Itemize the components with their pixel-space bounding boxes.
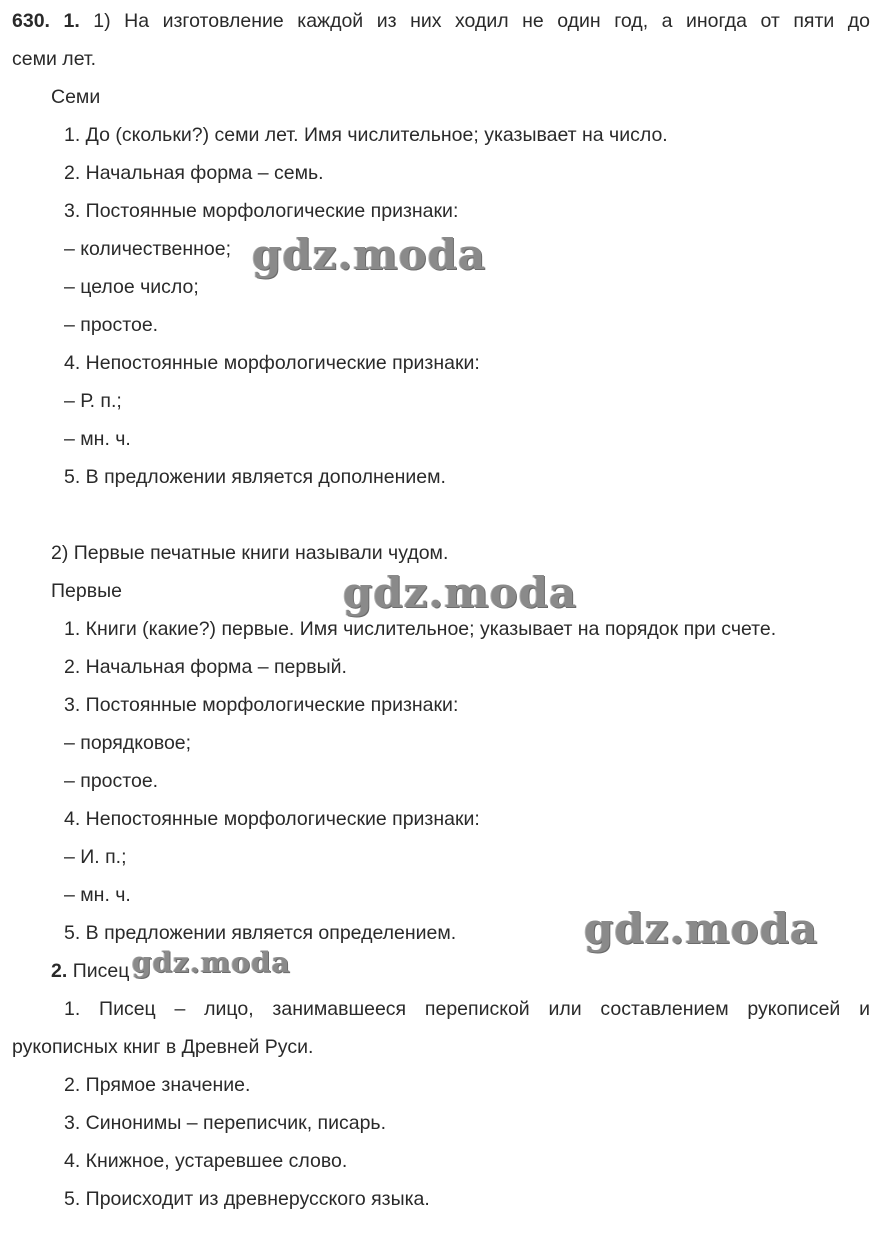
- part2-word: Писец: [72, 960, 130, 982]
- sentence1-line2: семи лет.: [12, 48, 97, 70]
- word1-item: – целое число;: [64, 276, 199, 298]
- word1-item: 3. Постоянные морфологические признаки:: [64, 200, 459, 222]
- word1-item: 1. До (скольки?) семи лет. Имя числительное; указывает на число.: [64, 124, 668, 146]
- word2-item: 3. Постоянные морфологические признаки:: [64, 694, 459, 716]
- word1-item: 2. Начальная форма – семь.: [64, 162, 324, 184]
- part2-item: 2. Прямое значение.: [64, 1074, 251, 1096]
- part1-label: 1.: [63, 10, 80, 32]
- watermark: gdz.moda: [584, 904, 819, 953]
- word1-item: – Р. п.;: [64, 390, 122, 412]
- part2-item1-line2: рукописных книг в Древней Руси.: [12, 1036, 314, 1058]
- part2-item1-line1: 1. Писец – лицо, занимавшееся перепиской или составлением рукописей и: [64, 998, 870, 1020]
- word1-item: – количественное;: [64, 238, 232, 260]
- part2-label: 2.: [51, 960, 68, 982]
- task-number: 630.: [12, 10, 50, 32]
- word2-item: 4. Непостоянные морфологические признаки:: [64, 808, 480, 830]
- word1-item: – простое.: [64, 314, 159, 336]
- sentence1-line1: 1) На изготовление каждой из них ходил не один год, а иногда от пяти до: [93, 10, 871, 32]
- sentence2: 2) Первые печатные книги называли чудом.: [51, 542, 449, 564]
- part2-header: [51, 959, 129, 983]
- part2-item: 3. Синонимы – переписчик, писарь.: [64, 1112, 386, 1134]
- word2-item: 2. Начальная форма – первый.: [64, 656, 347, 678]
- word2-item: – И. п.;: [64, 846, 127, 868]
- word2-item: 5. В предложении является определением.: [64, 922, 457, 944]
- word1-item: 5. В предложении является дополнением.: [64, 466, 446, 488]
- word2-item: – простое.: [64, 770, 159, 792]
- watermark: gdz.moda: [343, 568, 578, 617]
- word2-item: – порядковое;: [64, 732, 192, 754]
- watermark: gdz.moda: [252, 230, 487, 279]
- watermark: gdz.moda: [132, 946, 291, 979]
- word1-item: – мн. ч.: [64, 428, 131, 450]
- word2-title: Первые: [51, 580, 122, 602]
- word1-item: 4. Непостоянные морфологические признаки:: [64, 352, 480, 374]
- word2-item: 1. Книги (какие?) первые. Имя числительное; указывает на порядок при счете.: [64, 618, 777, 640]
- part2-item: 5. Происходит из древнерусского языка.: [64, 1188, 430, 1210]
- task-header-line: [12, 9, 870, 33]
- word2-item: – мн. ч.: [64, 884, 131, 906]
- word1-title: Семи: [51, 86, 101, 108]
- part2-item: 4. Книжное, устаревшее слово.: [64, 1150, 348, 1172]
